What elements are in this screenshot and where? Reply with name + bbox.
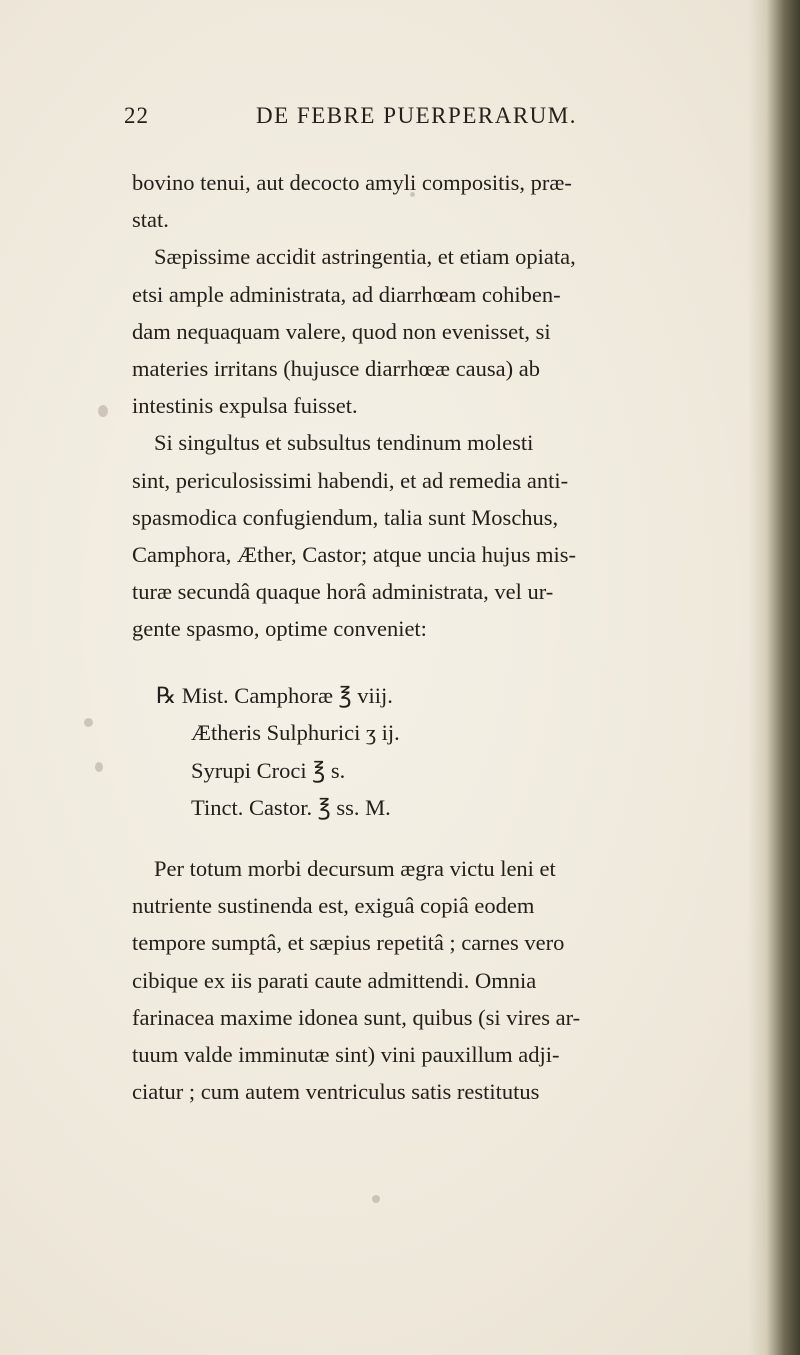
page-binding-edge (748, 0, 800, 1355)
paper-speck (84, 718, 93, 727)
text-line: bovino tenui, aut decocto amyli compositis, præ- (132, 170, 572, 195)
prescription-block (132, 677, 632, 827)
text-line: nutriente sustinenda est, exiguâ copiâ eodem (132, 893, 535, 919)
text-line: tempore sumptâ, et sæpius repetitâ ; carnes vero (132, 930, 565, 956)
text-line: stat. (132, 207, 169, 233)
text-line: dam nequaquam valere, quod non evenisset, si (132, 318, 551, 344)
main-text-block (132, 164, 667, 647)
running-title: DE FEBRE PUERPERARUM. (256, 103, 577, 128)
closing-text-block (132, 850, 667, 1110)
text-line: Sæpissime accidit astringentia, et etiam opiata, (154, 244, 576, 270)
text-line: gente spasmo, optime conveniet: (132, 616, 427, 642)
text-line: farinacea maxime idonea sunt, quibus (si vires ar- (132, 1004, 581, 1030)
page-header (124, 103, 684, 143)
prescription-line: Syrupi Croci ℥ s. (191, 757, 346, 783)
paper-speck (98, 405, 108, 417)
text-line: spasmodica confugiendum, talia sunt Moschus, (132, 504, 559, 530)
page-number: 22 (124, 103, 149, 128)
text-line: sint, periculosissimi habendi, et ad remedia anti- (132, 467, 569, 493)
prescription-line: Tinct. Castor. ℥ ss. M. (191, 795, 391, 821)
paper-speck (372, 1195, 380, 1203)
text-line: cibique ex iis parati caute admittendi. Omnia (132, 967, 537, 993)
text-line: intestinis expulsa fuisset. (132, 393, 358, 419)
text-line: etsi ample administrata, ad diarrhœam cohiben- (132, 281, 561, 307)
prescription-line: Ætheris Sulphurici ʒ ij. (191, 720, 400, 746)
text-line: Si singultus et subsultus tendinum molesti (154, 430, 534, 456)
paper-speck (410, 192, 415, 197)
text-line: materies irritans (hujusce diarrhœæ causa) ab (132, 355, 540, 381)
text-line: ciatur ; cum autem ventriculus satis restitutus (132, 1079, 540, 1105)
text-line: Per totum morbi decursum ægra victu leni et (154, 856, 556, 881)
paper-speck (95, 762, 103, 772)
text-line: turæ secundâ quaque horâ administrata, vel ur- (132, 579, 554, 605)
text-line: tuum valde imminutæ sint) vini pauxillum adji- (132, 1041, 560, 1067)
prescription-line: ℞ Mist. Camphoræ ℥ viij. (156, 683, 393, 708)
text-line: Camphora, Æther, Castor; atque uncia hujus mis- (132, 541, 577, 567)
